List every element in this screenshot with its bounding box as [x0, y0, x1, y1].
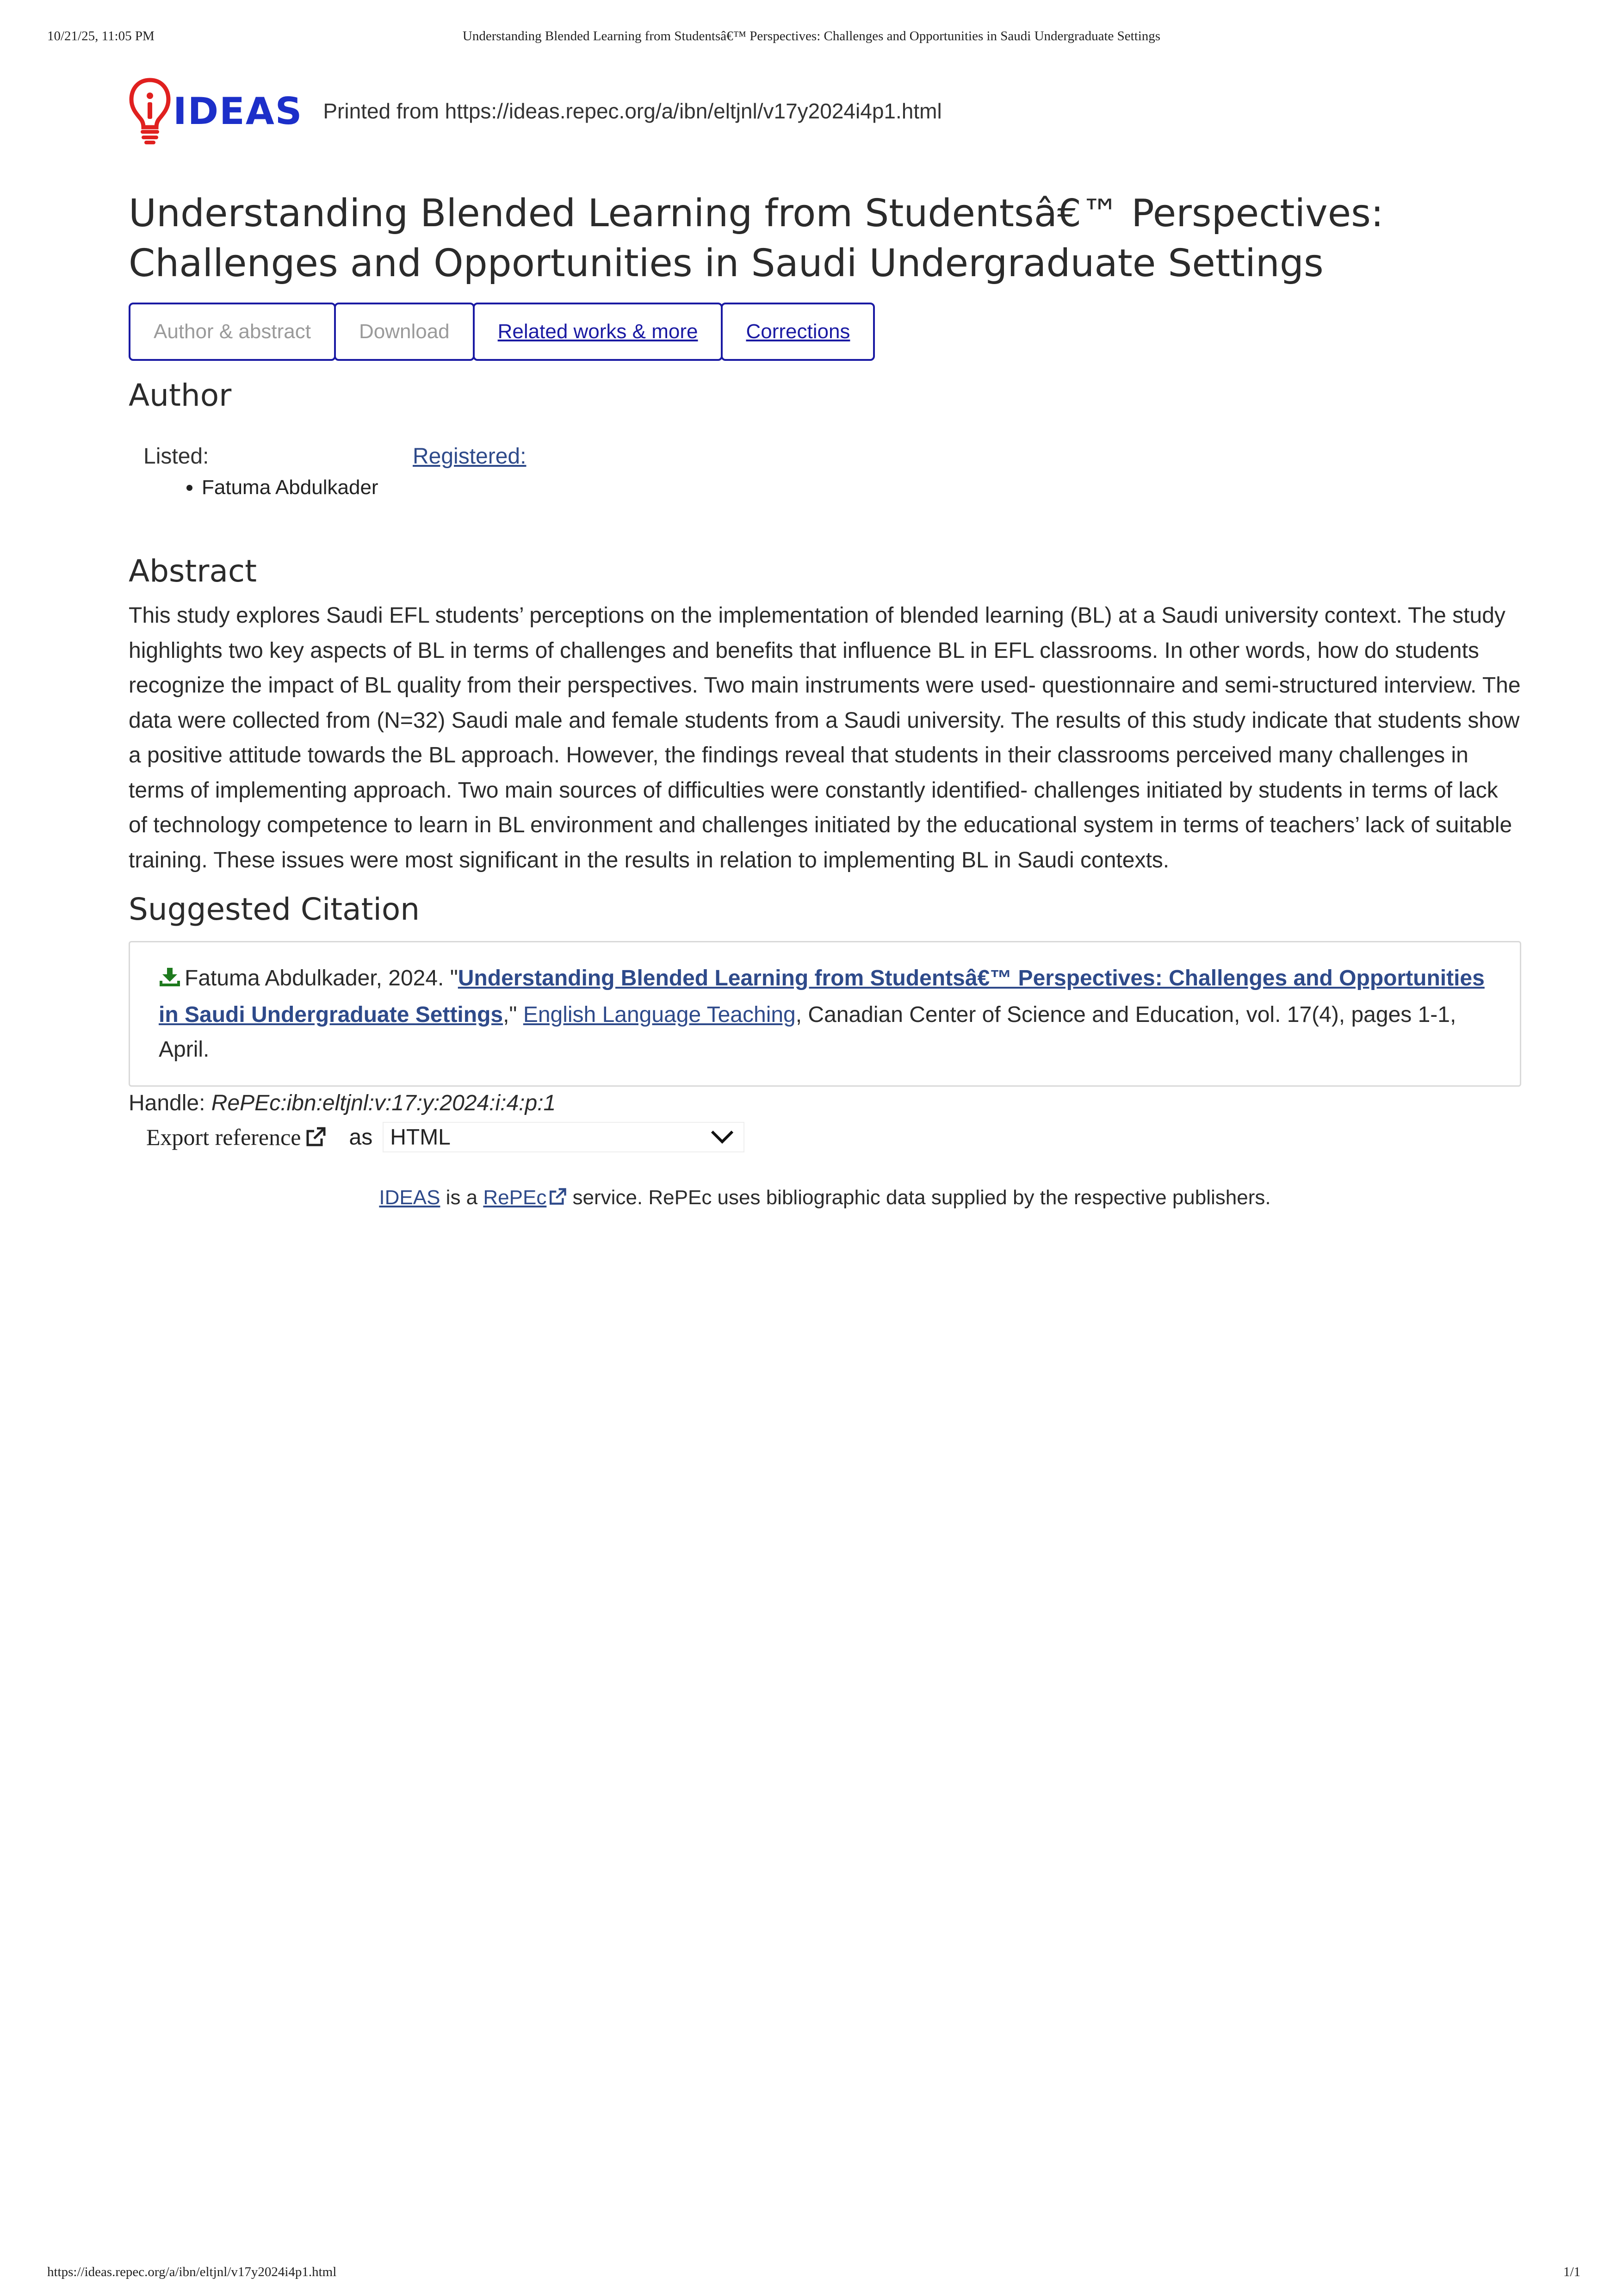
listed-authors: [143, 444, 413, 501]
tab-related-works[interactable]: Related works & more: [473, 303, 723, 361]
tab-corrections[interactable]: Corrections: [721, 303, 875, 361]
citation-journal-link[interactable]: English Language Teaching: [523, 1003, 796, 1027]
print-footer-url: https://ideas.repec.org/a/ibn/eltjnl/v17y2024i4p1.html: [47, 2265, 337, 2279]
as-label: as: [349, 1125, 373, 1150]
brand-row: [129, 74, 1521, 148]
author-heading: Author: [129, 378, 232, 413]
tab-author-abstract[interactable]: Author & abstract: [129, 303, 336, 361]
registered-link[interactable]: Registered:: [413, 444, 527, 469]
citation-box: [129, 941, 1521, 1087]
lightbulb-icon: [129, 76, 171, 146]
handle: [129, 1090, 1521, 1116]
footer-note: [129, 1186, 1521, 1209]
printed-from-text: Printed from https://ideas.repec.org/a/ibn/eltjnl/v17y2024i4p1.html: [323, 99, 942, 123]
export-reference-link[interactable]: [146, 1124, 326, 1151]
export-format-value: HTML: [390, 1125, 451, 1150]
print-footer: [0, 2265, 1623, 2283]
ideas-link[interactable]: IDEAS: [379, 1186, 440, 1209]
handle-value: RePEc:ibn:eltjnl:v:17:y:2024:i:4:p:1: [211, 1091, 556, 1115]
footer-is-a: is a: [440, 1186, 483, 1209]
footer-rest: service. RePEc uses bibliographic data supplied by the respective publishers.: [567, 1186, 1271, 1209]
chevron-down-icon: [710, 1130, 734, 1145]
handle-label: Handle:: [129, 1091, 205, 1115]
listed-label: Listed:: [143, 444, 209, 469]
citation-heading: Suggested Citation: [129, 891, 420, 927]
citation-prefix: Fatuma Abdulkader, 2024. ": [185, 966, 458, 990]
tab-download[interactable]: Download: [334, 303, 475, 361]
export-format-select[interactable]: [383, 1122, 744, 1152]
external-link-icon: [305, 1126, 326, 1148]
download-icon[interactable]: [159, 963, 181, 997]
citation-suffix: , Canadian Center of Science and Education, vol. 17(4), pages 1-1, April.: [159, 1003, 1456, 1062]
page-title: Understanding Blended Learning from Studentsâ€™ Perspectives: Challenges and Opportunities in Saudi Undergraduate Settings: [129, 192, 1384, 285]
print-page-number: 1/1: [1563, 2265, 1580, 2279]
print-header: [0, 29, 1623, 47]
citation-mid: ,": [503, 1003, 523, 1027]
citation-title-link[interactable]: Understanding Blended Learning from Studentsâ€™ Perspectives: Challenges and Opportunities in Saudi Undergraduate Settings: [159, 966, 1485, 1027]
repec-link[interactable]: RePEc: [483, 1186, 547, 1209]
print-datetime: 10/21/25, 11:05 PM: [47, 29, 155, 43]
abstract-heading: Abstract: [129, 553, 257, 589]
external-link-icon: [548, 1188, 567, 1206]
print-doc-title: Understanding Blended Learning from Studentsâ€™ Perspectives: Challenges and Opportunities in Saudi Undergraduate Settings: [462, 29, 1161, 43]
export-row: [146, 1120, 1521, 1154]
abstract-text: This study explores Saudi EFL students’ perceptions on the implementation of blended learning (BL) at a Saudi university context. The study highlights two key aspects of BL in terms of challenges and benefits that influence BL in EFL classrooms. In other words, how do students recognize the impact of BL quality from their perspectives. Two main instruments were used- questionnaire and semi-structured interview. The data were collected from (N=32) Saudi male and female students from a Saudi university. The results of this study indicate that students show a positive attitude towards the BL approach. However, the findings reveal that students in their classrooms perceived many challenges in terms of implementing approach. Two main sources of difficulties were constantly identified- challenges initiated by students in terms of lack of technology competence to learn in BL environment and challenges initiated by the educational system in terms of teachers’ lack of suitable training. These issues were most significant in the results in relation to implementing BL in Saudi contexts.: [129, 603, 1521, 873]
export-label-text: Export reference: [146, 1124, 301, 1150]
tab-bar: [129, 303, 1521, 361]
list-item: • Fatuma Abdulkader: [202, 474, 413, 501]
author-block: [143, 444, 1521, 501]
main-content: [129, 74, 1521, 1209]
ideas-logo[interactable]: [129, 76, 303, 146]
logo-text: IDEAS: [173, 89, 303, 133]
listed-author-list: [143, 474, 413, 501]
